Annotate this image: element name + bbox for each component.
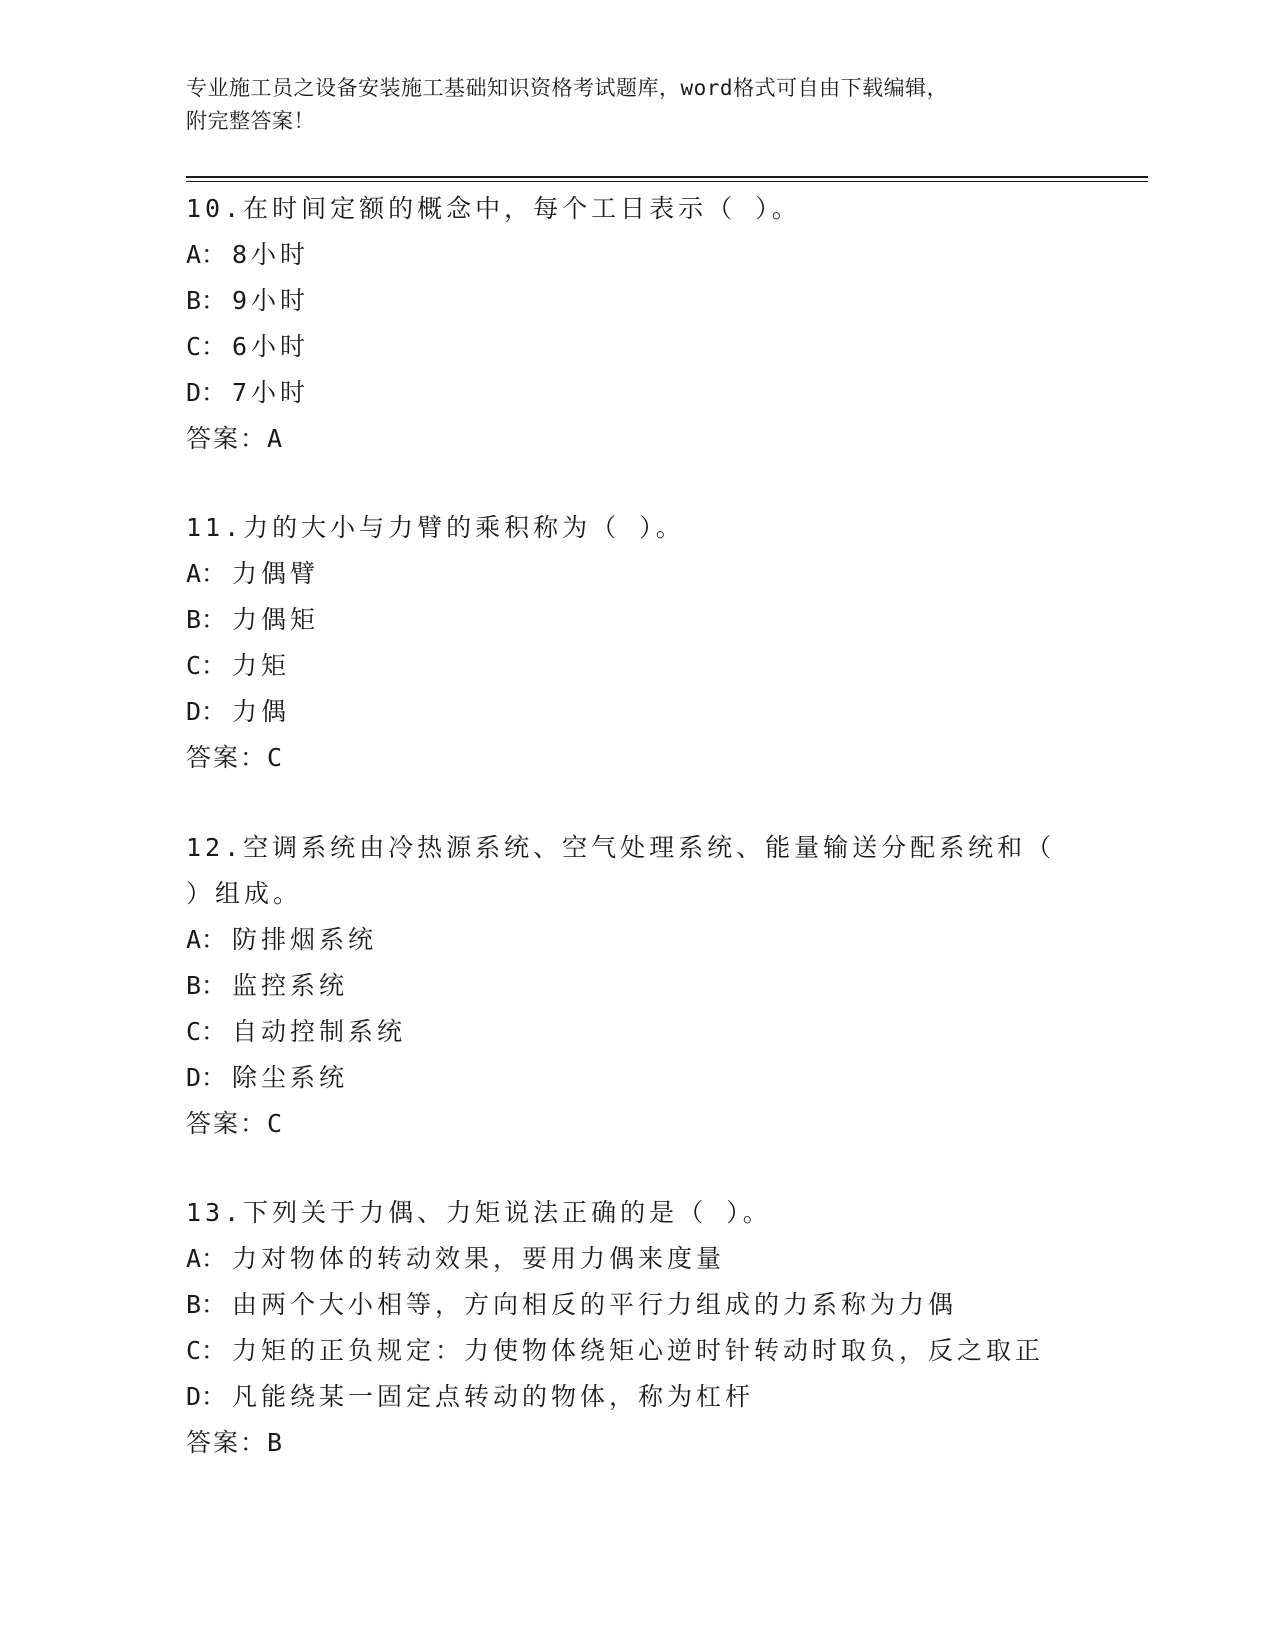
option-b <box>186 963 1086 1009</box>
option-key: B： <box>186 286 227 315</box>
option-text: 力偶矩 <box>232 605 320 634</box>
option-text: 监控系统 <box>232 971 349 1000</box>
question-11 <box>186 505 1086 781</box>
option-text: 由两个大小相等，方向相反的平行力组成的力系称为力偶 <box>232 1290 958 1319</box>
option-text: 力偶臂 <box>232 559 320 588</box>
option-b <box>186 1282 1086 1328</box>
header-title-line-1: 专业施工员之设备安装施工基础知识资格考试题库，word格式可自由下载编辑， <box>186 76 949 100</box>
option-key: C： <box>186 1017 227 1046</box>
option-text: 8小时 <box>232 240 310 269</box>
question-stem: 11.力的大小与力臂的乘积称为（ ）。 <box>186 513 685 542</box>
answer-line: 答案：B <box>186 1428 285 1457</box>
option-text: 防排烟系统 <box>232 925 378 954</box>
option-text: 力矩的正负规定：力使物体绕矩心逆时针转动时取负，反之取正 <box>232 1336 1045 1365</box>
question-stem: 12.空调系统由冷热源系统、空气处理系统、能量输送分配系统和（ <box>186 833 1056 862</box>
option-c <box>186 324 1086 370</box>
question-stem-continued: ）组成。 <box>186 879 303 908</box>
header-divider-thick <box>186 176 1148 178</box>
question-stem: 10.在时间定额的概念中，每个工日表示（ ）。 <box>186 194 801 223</box>
option-key: A： <box>186 1244 227 1273</box>
option-key: A： <box>186 559 227 588</box>
option-a <box>186 551 1086 597</box>
option-text: 凡能绕某一固定点转动的物体，称为杠杆 <box>232 1382 755 1411</box>
option-text: 自动控制系统 <box>232 1017 407 1046</box>
question-stem: 13.下列关于力偶、力矩说法正确的是（ ）。 <box>186 1198 772 1227</box>
option-key: A： <box>186 925 227 954</box>
option-d <box>186 1374 1086 1420</box>
question-12 <box>186 825 1086 1147</box>
question-13 <box>186 1190 1086 1466</box>
option-text: 7小时 <box>232 378 310 407</box>
option-text: 9小时 <box>232 286 310 315</box>
header-divider-thin <box>186 181 1148 182</box>
option-key: C： <box>186 651 227 680</box>
option-b <box>186 597 1086 643</box>
option-text: 力对物体的转动效果，要用力偶来度量 <box>232 1244 726 1273</box>
option-key: B： <box>186 605 227 634</box>
document-header <box>186 72 1066 138</box>
option-key: B： <box>186 971 227 1000</box>
header-title-line-2: 附完整答案！ <box>186 109 315 133</box>
option-key: D： <box>186 378 227 407</box>
answer-line: 答案：A <box>186 424 285 453</box>
option-key: D： <box>186 1063 227 1092</box>
option-d <box>186 370 1086 416</box>
option-a <box>186 1236 1086 1282</box>
option-text: 除尘系统 <box>232 1063 349 1092</box>
option-c <box>186 643 1086 689</box>
option-key: C： <box>186 1336 227 1365</box>
option-text: 6小时 <box>232 332 310 361</box>
option-d <box>186 689 1086 735</box>
question-10 <box>186 186 1086 462</box>
option-key: D： <box>186 1382 227 1411</box>
option-key: A： <box>186 240 227 269</box>
option-text: 力偶 <box>232 697 291 726</box>
option-d <box>186 1055 1086 1101</box>
option-b <box>186 278 1086 324</box>
option-key: C： <box>186 332 227 361</box>
option-c <box>186 1328 1086 1374</box>
option-a <box>186 917 1086 963</box>
option-text: 力矩 <box>232 651 291 680</box>
option-key: B： <box>186 1290 227 1319</box>
option-key: D： <box>186 697 227 726</box>
option-c <box>186 1009 1086 1055</box>
option-a <box>186 232 1086 278</box>
answer-line: 答案：C <box>186 743 285 772</box>
answer-line: 答案：C <box>186 1109 285 1138</box>
